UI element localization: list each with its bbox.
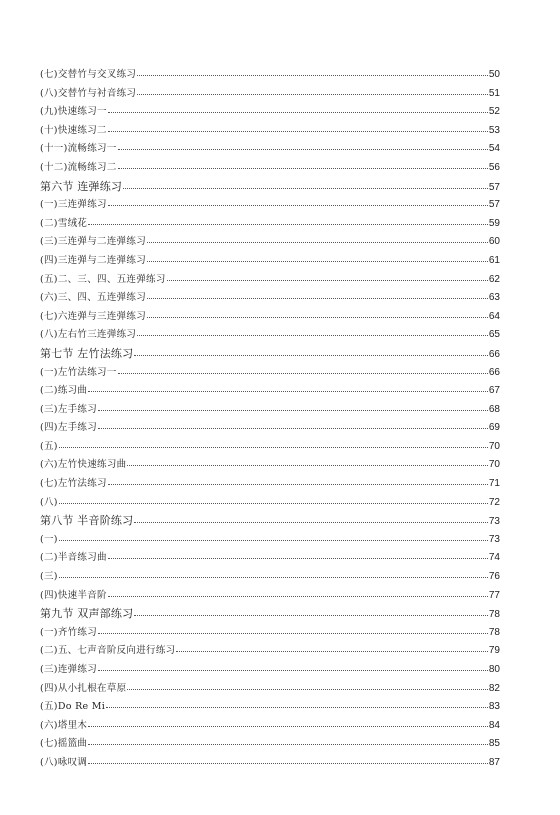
toc-entry-title: (二)练习曲 [40, 385, 88, 397]
dot-leader [108, 200, 488, 206]
toc-page-number: 63 [488, 292, 500, 304]
toc-entry [40, 568, 500, 587]
dot-leader [127, 684, 487, 690]
toc-section-heading [40, 605, 500, 624]
toc-entry-title: 第七节 左竹法练习 [40, 346, 134, 360]
toc-entry [40, 289, 500, 308]
dot-leader [147, 312, 488, 318]
toc-entry-title: (二)雪绒花 [40, 217, 88, 229]
toc-entry [40, 494, 500, 513]
toc-page-number: 54 [488, 143, 500, 155]
toc-entry-title: (四)从小扎根在草原 [40, 682, 127, 694]
dot-leader [118, 163, 488, 169]
dot-leader [108, 107, 488, 113]
toc-page-number: 69 [488, 422, 500, 434]
dot-leader [134, 517, 488, 523]
toc-entry [40, 140, 500, 159]
dot-leader [108, 553, 488, 559]
toc-entry-title: (十二)流畅练习二 [40, 161, 117, 173]
toc-entry [40, 122, 500, 141]
toc-entry [40, 624, 500, 643]
toc-entry-title: (三)连弹练习 [40, 664, 98, 675]
toc-entry-title: (七)摇篮曲 [40, 738, 88, 750]
toc-page-number: 77 [488, 589, 500, 601]
toc-page-number: 85 [488, 738, 500, 750]
toc-entry-title: (一)齐竹练习 [40, 626, 98, 638]
toc-page-number: 57 [488, 199, 500, 211]
toc-page-number: 78 [488, 609, 500, 621]
toc-entry [40, 308, 500, 327]
dot-leader [134, 350, 488, 356]
toc-entry [40, 85, 500, 104]
toc-section-heading [40, 345, 500, 364]
dot-leader [59, 442, 488, 448]
toc-entry-title: (二)五、七声音阶反向进行练习 [40, 645, 176, 657]
dot-leader [88, 721, 488, 727]
toc-page-number: 50 [488, 69, 500, 80]
toc-page-number: 60 [488, 236, 500, 248]
dot-leader [137, 330, 488, 336]
toc-page-number: 70 [488, 459, 500, 471]
toc-entry-title: (六)三、四、五连弹练习 [40, 292, 147, 304]
toc-entry [40, 326, 500, 345]
toc-entry [40, 159, 500, 178]
toc-entry-title: (四)三连弹与二连弹练习 [40, 254, 147, 266]
toc-entry-title: (七)左竹法练习 [40, 478, 107, 490]
toc-entry-title: 第九节 双声部练习 [40, 607, 134, 621]
toc-page-number: 74 [488, 552, 500, 564]
toc-entry [40, 661, 500, 680]
toc-page-number: 73 [488, 533, 500, 545]
toc-entry [40, 419, 500, 438]
toc-page-number: 78 [488, 626, 500, 638]
toc-section-heading [40, 178, 500, 197]
toc-entry [40, 587, 500, 606]
toc-entry-title: (七)六连弹与三连弹练习 [40, 310, 147, 322]
toc-page-number: 56 [488, 161, 500, 173]
toc-entry-title: (三)三连弹与二连弹练习 [40, 236, 147, 248]
dot-leader [167, 275, 488, 281]
dot-leader [137, 70, 488, 76]
toc-entry [40, 401, 500, 420]
toc-entry-title: (七)交替竹与交叉练习 [40, 69, 137, 80]
toc-page-number: 51 [488, 87, 500, 99]
toc-entry-title: (八)咏叹调 [40, 756, 88, 768]
table-of-contents [40, 66, 500, 773]
toc-entry [40, 103, 500, 122]
toc-entry-title: 第八节 半音阶练习 [40, 514, 134, 528]
toc-entry-title: 第六节 连弹练习 [40, 179, 123, 193]
toc-entry [40, 531, 500, 550]
toc-section-heading [40, 512, 500, 531]
dot-leader [98, 665, 488, 671]
toc-entry [40, 735, 500, 754]
toc-entry [40, 233, 500, 252]
dot-leader [108, 126, 488, 132]
dot-leader [88, 386, 488, 392]
toc-entry-title: (十一)流畅练习一 [40, 143, 117, 155]
toc-entry [40, 549, 500, 568]
toc-page-number: 68 [488, 403, 500, 415]
toc-entry-title: (五) [40, 440, 58, 452]
toc-page-number: 72 [488, 496, 500, 508]
dot-leader [88, 219, 488, 225]
toc-entry-title: (三) [40, 571, 58, 583]
dot-leader [108, 479, 488, 485]
toc-entry [40, 196, 500, 215]
dot-leader [59, 535, 488, 541]
toc-page-number: 64 [488, 310, 500, 322]
dot-leader [118, 144, 488, 150]
dot-leader [59, 498, 488, 504]
toc-page-number: 52 [488, 106, 500, 118]
toc-entry-title: (八) [40, 496, 58, 508]
toc-entry [40, 364, 500, 383]
toc-entry [40, 642, 500, 661]
toc-page-number: 70 [488, 440, 500, 452]
dot-leader [98, 628, 488, 634]
toc-page-number: 66 [488, 348, 500, 360]
toc-entry-title: (五)二、三、四、五连弹练习 [40, 273, 166, 285]
toc-page-number: 66 [488, 366, 500, 378]
toc-page-number: 65 [488, 329, 500, 341]
toc-page-number: 87 [488, 756, 500, 768]
toc-page-number: 80 [488, 664, 500, 675]
toc-entry [40, 680, 500, 699]
toc-entry [40, 252, 500, 271]
toc-entry [40, 215, 500, 234]
dot-leader [134, 610, 488, 616]
toc-entry-title: (六)左竹快速练习曲 [40, 459, 127, 471]
toc-page-number: 61 [488, 254, 500, 266]
toc-page-number: 71 [488, 478, 500, 490]
toc-entry [40, 717, 500, 736]
dot-leader [123, 183, 488, 189]
toc-page-number: 57 [488, 181, 500, 193]
toc-entry-title: (二)半音练习曲 [40, 552, 107, 564]
toc-page-number: 67 [488, 385, 500, 397]
toc-entry-title: (十)快速练习二 [40, 124, 107, 136]
toc-entry-title: (一)三连弹练习 [40, 199, 107, 211]
dot-leader [137, 89, 488, 95]
dot-leader [98, 423, 488, 429]
toc-entry [40, 698, 500, 717]
toc-entry [40, 754, 500, 773]
toc-entry [40, 271, 500, 290]
toc-entry [40, 475, 500, 494]
dot-leader [118, 368, 488, 374]
toc-page-number: 83 [488, 701, 500, 713]
toc-entry [40, 382, 500, 401]
toc-entry-title: (五)Do Re Mi [40, 701, 106, 713]
toc-page-number: 62 [488, 273, 500, 285]
dot-leader [59, 572, 488, 578]
dot-leader [98, 405, 488, 411]
toc-entry [40, 438, 500, 457]
toc-page-number: 59 [488, 217, 500, 229]
toc-page-number: 76 [488, 571, 500, 583]
toc-entry-title: (四)左手练习 [40, 422, 98, 434]
toc-page-number: 82 [488, 682, 500, 694]
toc-page-number: 73 [488, 516, 500, 528]
toc-page-number: 84 [488, 719, 500, 731]
toc-page-number: 79 [488, 645, 500, 657]
toc-entry-title: (一) [40, 533, 58, 545]
toc-entry-title: (六)塔里木 [40, 719, 88, 731]
dot-leader [108, 591, 488, 597]
dot-leader [147, 237, 488, 243]
toc-entry-title: (三)左手练习 [40, 403, 98, 415]
dot-leader [147, 256, 488, 262]
dot-leader [176, 646, 487, 652]
toc-entry [40, 66, 500, 85]
toc-entry [40, 456, 500, 475]
dot-leader [106, 702, 488, 708]
toc-entry-title: (四)快速半音阶 [40, 589, 107, 601]
toc-entry-title: (八)交替竹与衬音练习 [40, 87, 137, 99]
toc-entry-title: (八)左右竹三连弹练习 [40, 329, 137, 341]
dot-leader [88, 739, 488, 745]
toc-page-number: 53 [488, 124, 500, 136]
dot-leader [127, 460, 487, 466]
toc-entry-title: (一)左竹法练习一 [40, 366, 117, 378]
toc-entry-title: (九)快速练习一 [40, 106, 107, 118]
dot-leader [88, 758, 488, 764]
dot-leader [147, 293, 488, 299]
